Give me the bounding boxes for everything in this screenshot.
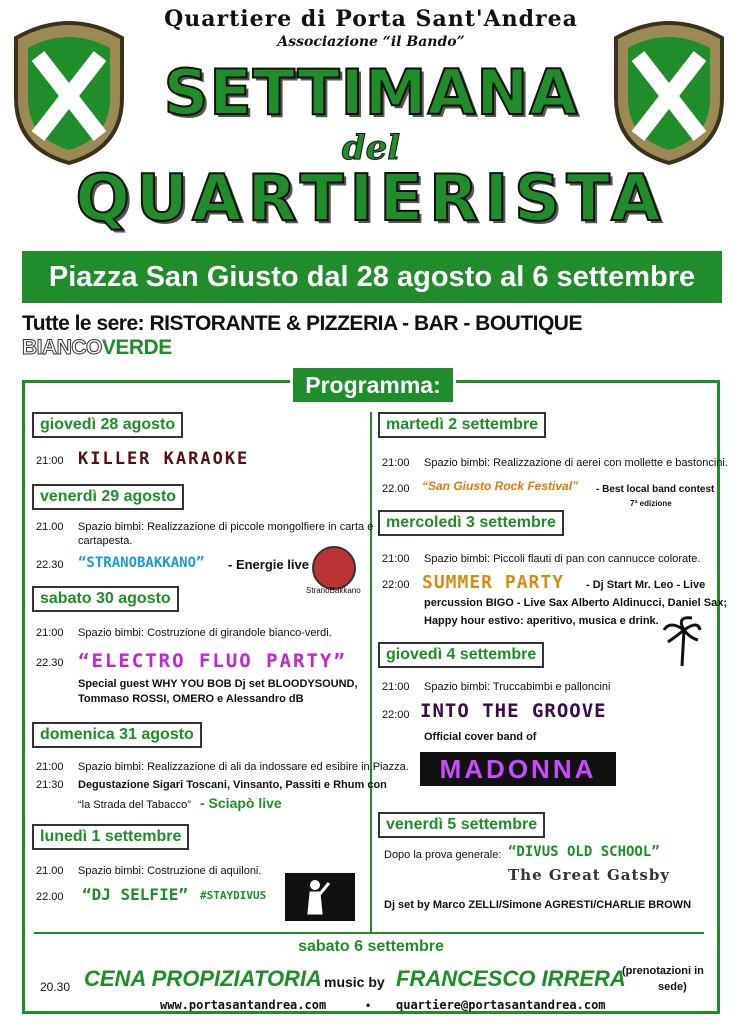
website-link[interactable]: www.portasantandrea.com — [160, 998, 327, 1012]
program-title: Programma: — [290, 365, 456, 405]
event-dj-set: Dj set by Marco ZELLI/Simone AGRESTI/CHARLIE BROWN — [384, 899, 692, 911]
event-text: Spazio bimbi: Costruzione di aquiloni. — [78, 865, 262, 877]
column-divider — [370, 412, 372, 932]
tagline-main: Tutte le sere: RISTORANTE & PIZZERIA - BAR - BOUTIQUE — [22, 312, 582, 335]
edition: 7ª edizione — [630, 499, 672, 508]
event-text: cartapesta. — [78, 535, 133, 547]
tagline-verde: VERDE — [101, 336, 172, 359]
time: 22.30 — [36, 657, 64, 669]
stranobakkano-logo-icon — [312, 546, 356, 590]
day-venerdi-29: venerdì 29 agosto — [32, 484, 184, 510]
date-banner: Piazza San Giusto dal 28 agosto al 6 settembre — [22, 251, 722, 303]
tagline-bianco: BIANCO — [22, 336, 102, 359]
time: 21.00 — [36, 521, 64, 533]
time: 22:00 — [382, 579, 410, 591]
day-sabato-30: sabato 30 agosto — [32, 586, 179, 612]
event-text: Spazio bimbi: Piccoli flauti di pan con cannucce colorate. — [424, 553, 701, 565]
event-energie-live: - Energie live — [228, 557, 309, 572]
time: 22.00 — [382, 483, 410, 495]
event-stranobakkano: “STRANOBAKKANO” — [78, 555, 205, 571]
day-lunedi-1: lunedì 1 settembre — [32, 824, 189, 850]
tagline — [22, 312, 722, 360]
time: 21:00 — [36, 761, 64, 773]
event-line2: percussion BIGO - Live Sax Alberto Aldinucci, Daniel Sax; — [424, 597, 727, 609]
day-mercoledi-3: mercoledì 3 settembre — [378, 510, 564, 536]
event-electro-fluo-party: “ELECTRO FLUO PARTY” — [78, 650, 347, 672]
music-by: music by — [324, 974, 385, 990]
event-text: Spazio bimbi: Costruzione di girandole bianco-verdi. — [78, 627, 332, 639]
event-summer-party: SUMMER PARTY — [422, 572, 565, 593]
logo-caption: StranoBakkano — [306, 586, 361, 595]
event-great-gatsby: The Great Gatsby — [508, 866, 671, 884]
day-giovedi-28: giovedì 28 agosto — [32, 412, 183, 438]
org-name: Quartiere di Porta Sant'Andrea — [164, 6, 578, 32]
day-martedi-2: martedì 2 settembre — [378, 412, 546, 438]
event-degustazione: Degustazione Sigari Toscani, Vinsanto, Passiti e Rhum con — [78, 779, 387, 791]
day-sabato-6: sabato 6 settembre — [298, 938, 444, 955]
event-line3: Happy hour estivo: aperitivo, musica e drink. — [424, 615, 659, 627]
time: 22.30 — [36, 559, 64, 571]
email-link[interactable]: quartiere@portasantandrea.com — [396, 998, 606, 1012]
title-quartierista: QUARTIERISTA — [75, 162, 667, 236]
event-strada-tabacco: “la Strada del Tabacco” — [78, 799, 191, 811]
madonna-logo: MADONNA — [420, 752, 616, 786]
time: 21:30 — [36, 779, 64, 791]
selfie-icon — [285, 873, 355, 921]
event-dj-start: - Dj Start Mr. Leo - Live — [586, 579, 706, 591]
hashtag-staydivus: #STAYDIVUS — [200, 889, 267, 902]
time: 22:00 — [382, 709, 410, 721]
time: 22.00 — [36, 891, 64, 903]
event-best-band: - Best local band contest — [596, 484, 715, 495]
time: 21:00 — [382, 457, 410, 469]
event-cover-band: Official cover band of — [424, 731, 537, 743]
time: 21:00 — [382, 553, 410, 565]
event-sciapo-live: - Sciapò live — [200, 795, 282, 811]
day-giovedi-4: giovedì 4 settembre — [378, 642, 544, 668]
day-domenica-31: domenica 31 agosto — [32, 722, 202, 748]
footer-separator: • — [366, 998, 371, 1012]
separator-line — [34, 932, 704, 934]
event-text: Dopo la prova generale: — [384, 849, 502, 861]
event-text: Spazio bimbi: Realizzazione di piccole mongolfiere in carta e — [78, 521, 374, 533]
event-text: Spazio bimbi: Realizzazione di ali da indossare ed esibire in Piazza. — [78, 761, 409, 773]
event-cena-propiziatoria: CENA PROPIZIATORIA — [84, 966, 322, 991]
note-line2: sede) — [658, 981, 687, 993]
event-san-giusto-rock: “San Giusto Rock Festival” — [422, 479, 579, 493]
artist-name: FRANCESCO IRRERA — [396, 966, 626, 991]
event-text: Spazio bimbi: Realizzazione di aerei con mollette e bastoncini. — [424, 457, 728, 469]
time: 21:00 — [382, 681, 410, 693]
note-line1: (prenotazioni in — [622, 965, 704, 977]
event-dj-selfie: “DJ SELFIE” — [82, 885, 188, 904]
title-del: del — [341, 128, 401, 168]
guests-line1: Special guest WHY YOU BOB Dj set BLOODYSOUND, — [78, 678, 358, 690]
event-into-the-groove: INTO THE GROOVE — [420, 700, 607, 722]
time: 20.30 — [40, 980, 71, 994]
time: 21:00 — [36, 627, 64, 639]
event-divus-old-school: “DIVUS OLD SCHOOL” — [508, 844, 660, 860]
time: 21.00 — [36, 865, 64, 877]
event-text: Spazio bimbi: Truccabimbi e palloncini — [424, 681, 611, 693]
time: 21:00 — [36, 455, 64, 467]
assoc-name: Associazione “il Bando” — [277, 34, 465, 50]
title-settimana: SETTIMANA — [163, 56, 579, 129]
day-venerdi-5: venerdì 5 settembre — [378, 812, 545, 838]
event-killer-karaoke: KILLER KARAOKE — [78, 449, 250, 469]
guests-line2: Tommaso ROSSI, OMERO e Alessandro dB — [78, 693, 304, 705]
palm-tree-icon — [662, 616, 702, 668]
